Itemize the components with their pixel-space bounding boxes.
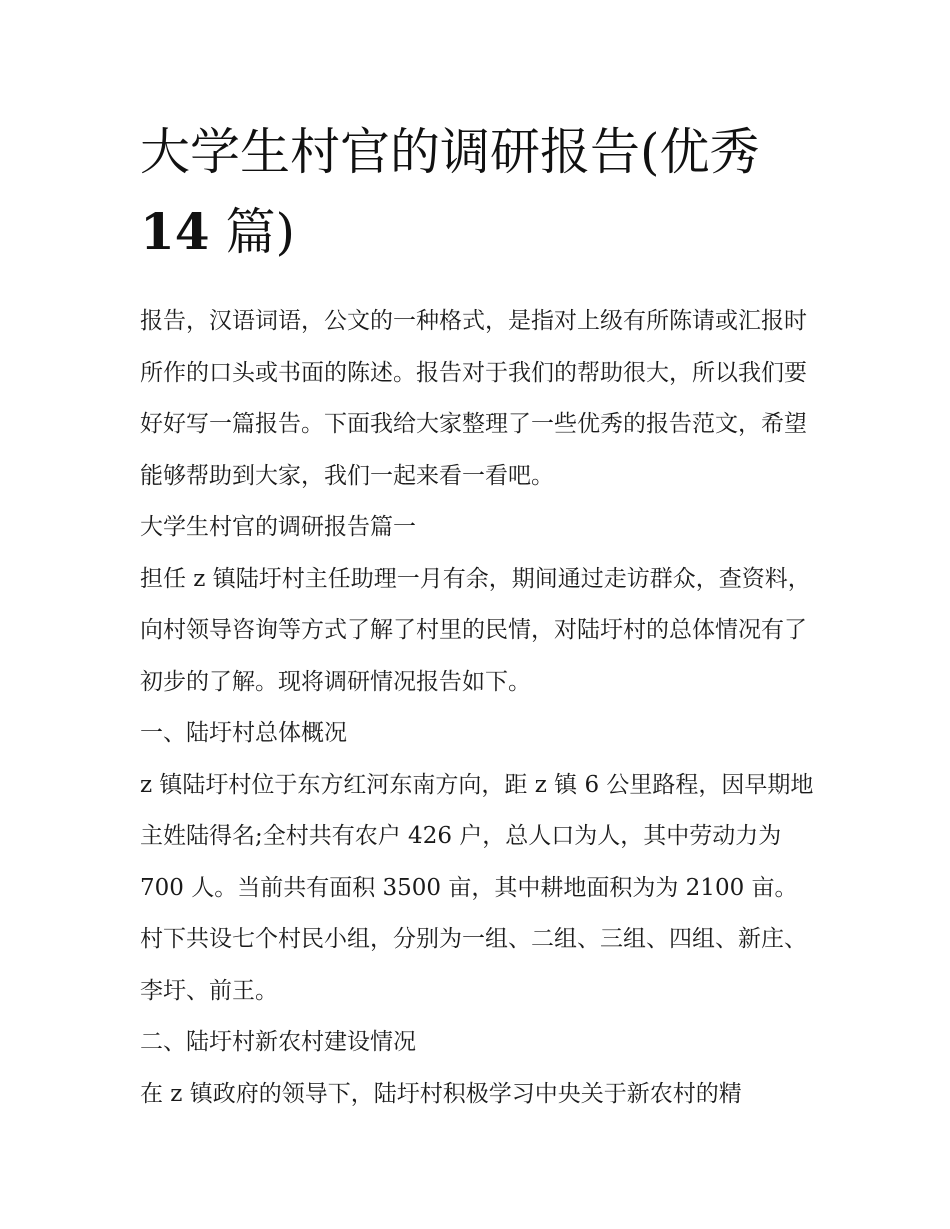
body-paragraph: z 镇陆圩村位于东方红河东南方向，距 z 镇 6 公里路程，因早期地主姓陆得名;全村共有农户 426 户，总人口为人，其中劳动力为 700 人。当前共有面积 3500 亩，其中耕地面积为为 2100 亩。村下共设七个村民小组，分别为一组、二组、三组、四组、新庄、李圩、前王。 [140,771,814,1004]
title-line-1: 大学生村官的调研报告(优秀 [140,123,760,181]
title-number: 14 [140,202,210,261]
intro-paragraph: 报告，汉语词语，公文的一种格式，是指对上级有所陈请或汇报时所作的口头或书面的陈述。报告对于我们的帮助很大，所以我们要好好写一篇报告。下面我给大家整理了一些优秀的报告范文，希望能够帮助到大家，我们一起来看一看吧。 [140,308,807,489]
body-paragraph: 担任 z 镇陆圩村主任助理一月有余，期间通过走访群众，查资料，向村领导咨询等方式了解了村里的民情，对陆圩村的总体情况有了初步的了解。现将调研情况报告如下。 [140,565,811,695]
document-title [140,112,820,272]
document-page [140,112,820,1120]
section-heading: 一、陆圩村总体概况 [140,720,347,746]
document-body [140,296,820,1120]
body-paragraph: 在 z 镇政府的领导下，陆圩村积极学习中央关于新农村的精 [140,1080,742,1107]
title-line-2-rest: 篇) [209,203,295,261]
section-heading: 二、陆圩村新农村建设情况 [140,1029,416,1055]
section-heading: 大学生村官的调研报告篇一 [140,514,416,540]
